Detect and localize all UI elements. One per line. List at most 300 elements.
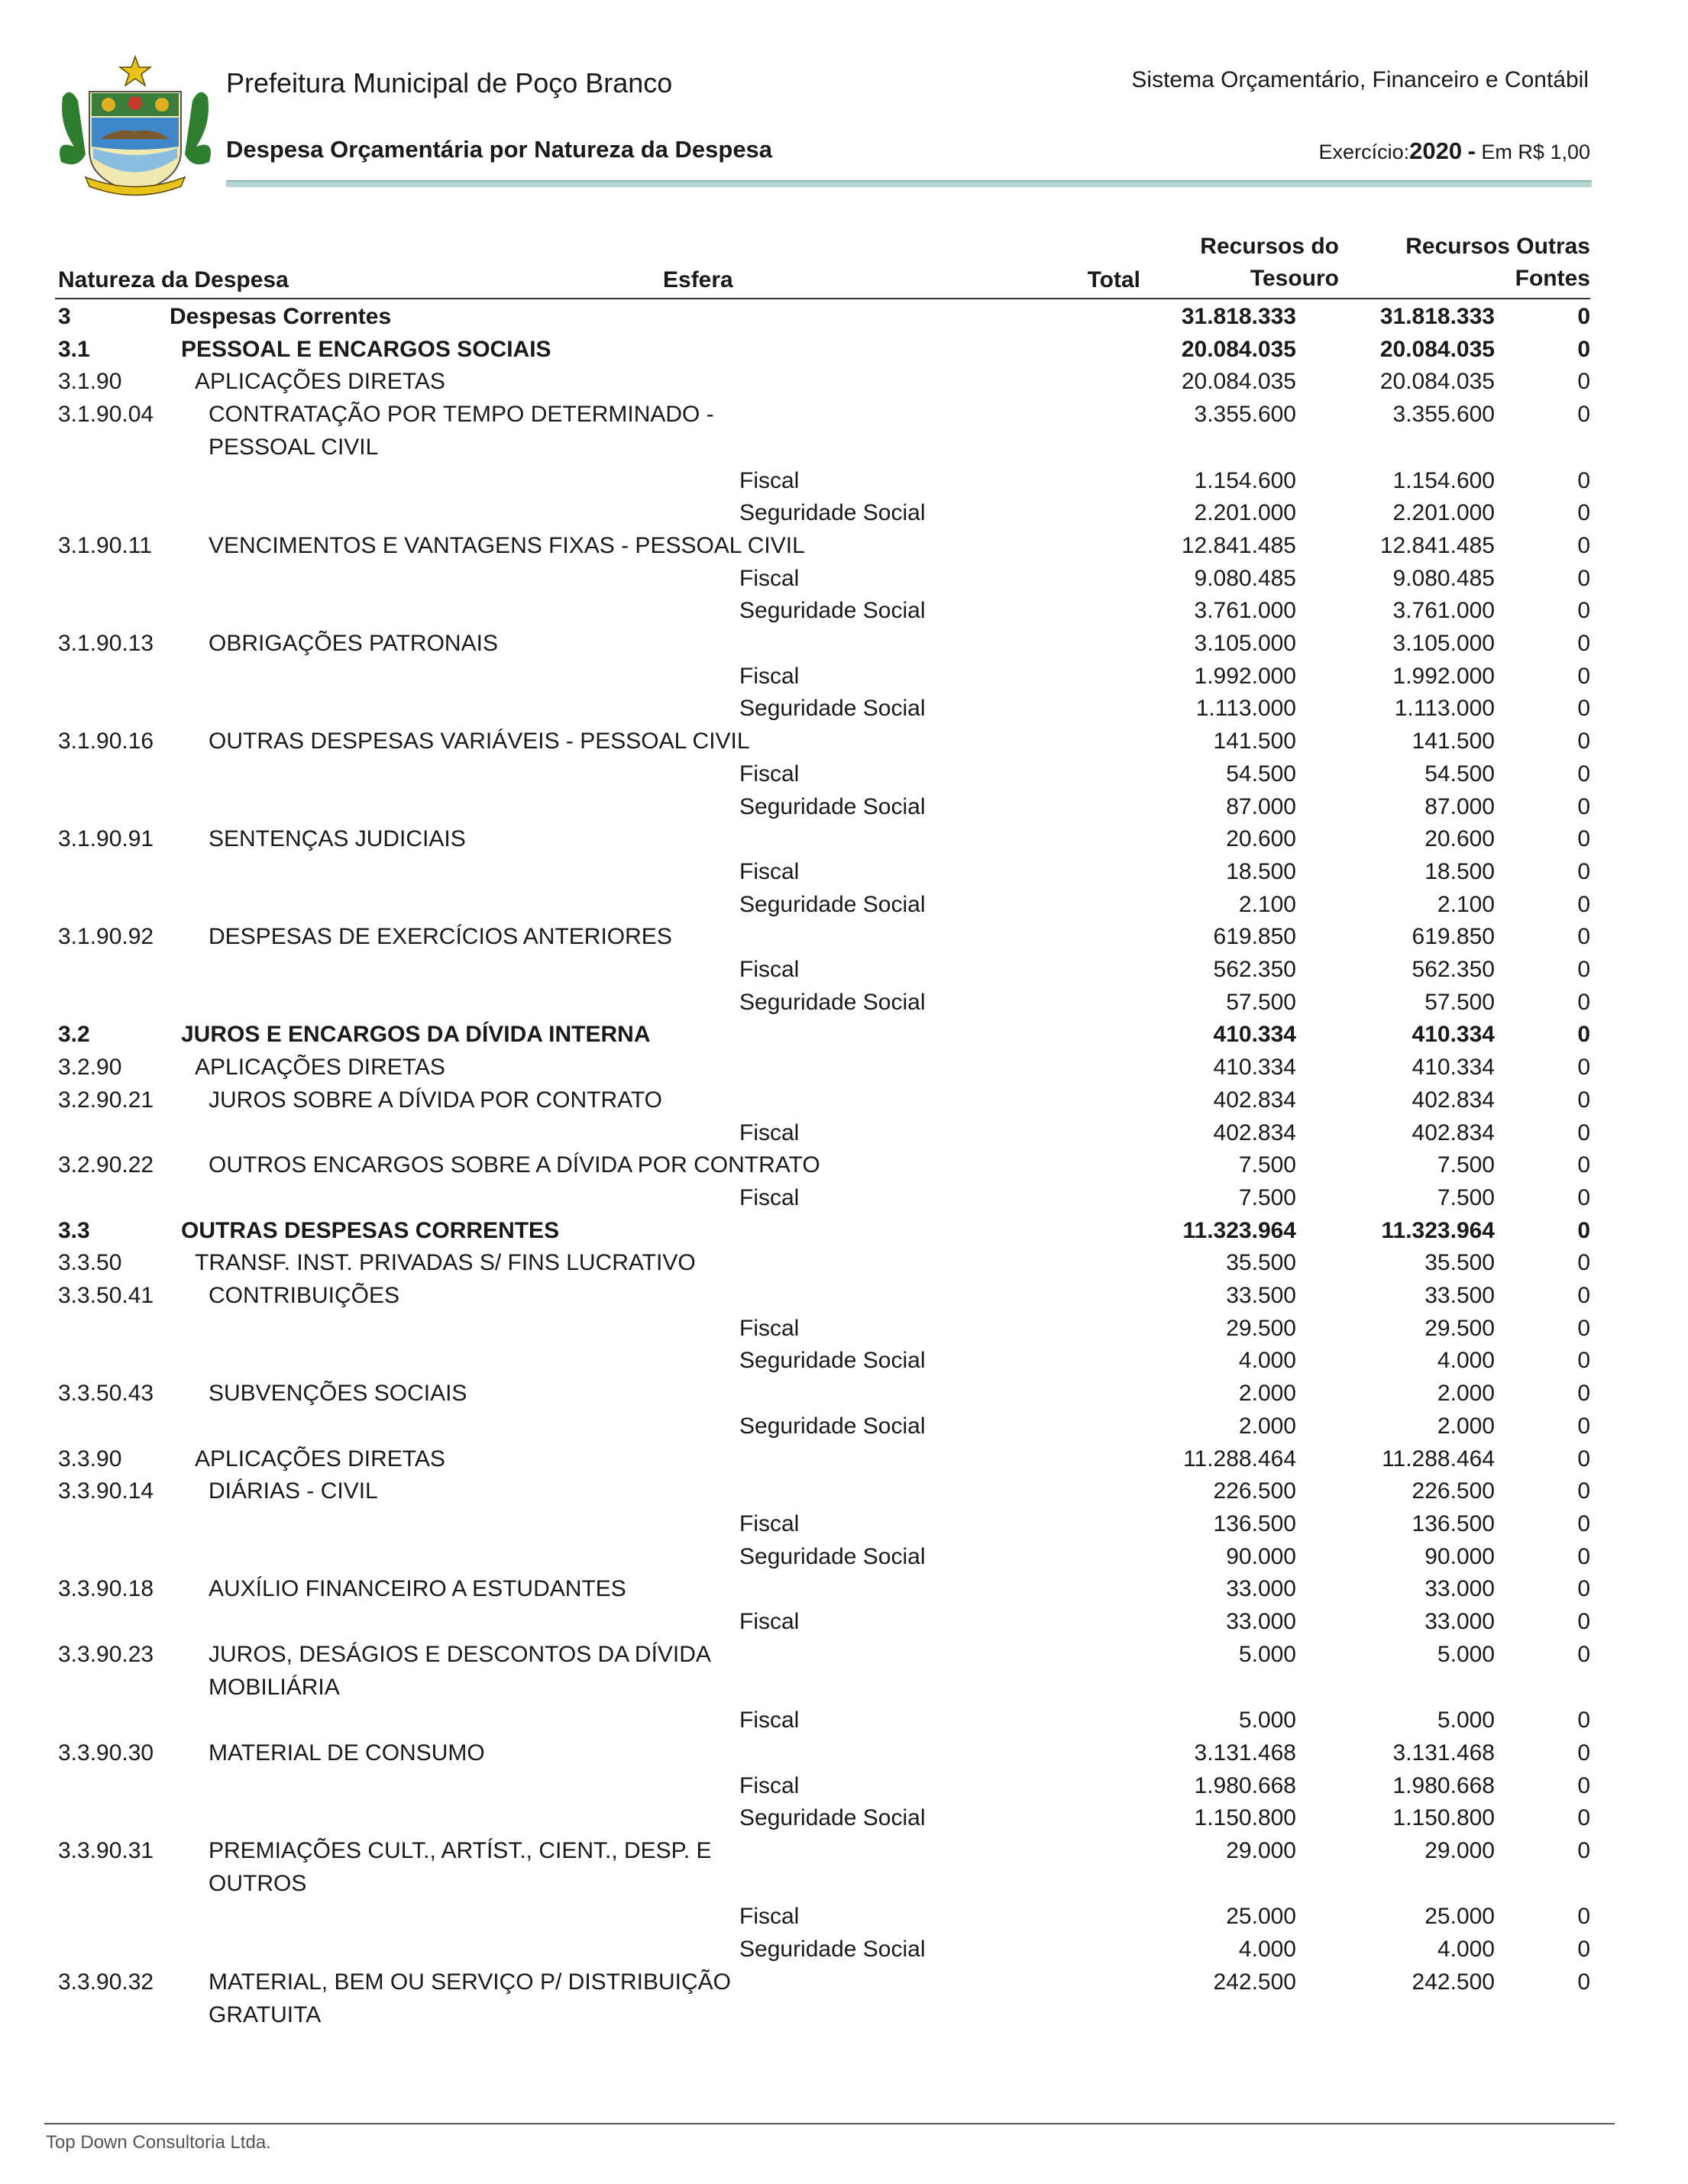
row-total: 2.100 (1238, 891, 1296, 917)
row-description-line1: JUROS SOBRE A DÍVIDA POR CONTRATO (209, 1087, 663, 1113)
row-description (134, 530, 1130, 563)
row-description-line1: Fiscal (739, 1315, 800, 1341)
row-description (134, 758, 1130, 791)
row-description-line1: Fiscal (739, 663, 800, 689)
row-description-line1: Fiscal (739, 565, 800, 591)
row-code (58, 987, 134, 1019)
table-row (58, 1182, 1590, 1215)
row-description (134, 1215, 1130, 1248)
row-tesouro: 2.100 (1437, 891, 1495, 917)
row-total: 31.818.333 (1181, 304, 1296, 329)
table-row (58, 725, 1590, 758)
row-description (134, 1737, 1130, 1770)
row-code (58, 954, 134, 987)
footer-company: Top Down Consultoria Ltda. (46, 2132, 271, 2153)
row-description (134, 725, 1130, 758)
system-name: Sistema Orçamentário, Financeiro e Contábil (1131, 67, 1589, 92)
row-description-line1: PESSOAL E ENCARGOS SOCIAIS (181, 336, 551, 362)
row-tesouro: 1.154.600 (1392, 467, 1495, 493)
row-code (58, 563, 134, 596)
row-description-line1: DESPESAS DE EXERCÍCIOS ANTERIORES (209, 924, 672, 950)
row-total: 29.500 (1226, 1315, 1296, 1341)
row-total: 12.841.485 (1181, 532, 1296, 558)
row-description (134, 1835, 1130, 1901)
row-tesouro: 141.500 (1412, 729, 1495, 754)
row-description-line1: Seguridade Social (739, 989, 926, 1015)
table-row (58, 465, 1590, 498)
row-total: 20.084.035 (1181, 336, 1296, 362)
row-tesouro: 5.000 (1437, 1707, 1495, 1733)
table-row (58, 1573, 1590, 1606)
row-tesouro: 5.000 (1437, 1641, 1495, 1667)
row-outras: 0 (1577, 1348, 1590, 1374)
row-outras: 0 (1577, 1315, 1590, 1341)
row-description-line1: Fiscal (739, 858, 800, 884)
row-outras: 0 (1577, 891, 1590, 917)
row-code: 3.3.50 (58, 1250, 122, 1276)
row-total: 2.000 (1238, 1413, 1296, 1439)
row-outras: 0 (1577, 565, 1590, 591)
row-code (58, 1704, 134, 1737)
row-code (58, 1410, 134, 1443)
row-outras: 0 (1577, 631, 1590, 657)
row-description-line1: Seguridade Social (739, 1543, 926, 1569)
row-total: 3.355.600 (1194, 402, 1296, 428)
row-tesouro: 2.201.000 (1392, 500, 1495, 526)
row-total: 226.500 (1213, 1478, 1296, 1504)
row-description-line1: OUTROS ENCARGOS SOBRE A DÍVIDA POR CONTRATO (209, 1152, 820, 1178)
row-code (58, 1182, 134, 1215)
row-outras: 0 (1577, 1413, 1590, 1439)
col-header-outras-line1: Recursos Outras (1405, 234, 1590, 259)
row-outras: 0 (1577, 1805, 1590, 1831)
row-tesouro: 3.131.468 (1392, 1740, 1495, 1766)
row-description (134, 1934, 1130, 1966)
row-outras: 0 (1577, 1969, 1590, 1995)
row-code: 3.3.50.41 (58, 1283, 154, 1309)
row-description (134, 987, 1130, 1019)
table-row (58, 889, 1590, 922)
row-tesouro: 4.000 (1437, 1937, 1495, 1963)
row-outras: 0 (1577, 1119, 1590, 1145)
row-code: 3.2 (58, 1022, 90, 1048)
row-tesouro: 12.841.485 (1379, 532, 1495, 558)
report-title: Despesa Orçamentária por Natureza da Despesa (226, 136, 773, 163)
table-row (58, 661, 1590, 693)
table-row (58, 628, 1590, 661)
exercise-separator: - (1467, 137, 1476, 164)
row-total: 1.154.600 (1194, 467, 1296, 493)
row-description (134, 1052, 1130, 1084)
row-total: 1.992.000 (1194, 663, 1296, 689)
row-description-line1: Seguridade Social (739, 696, 926, 722)
row-code: 3.3.90.31 (58, 1838, 154, 1864)
table-row (58, 1443, 1590, 1476)
row-tesouro: 31.818.333 (1379, 304, 1495, 329)
row-description-line1: DIÁRIAS - CIVIL (209, 1478, 378, 1504)
row-code (58, 1802, 134, 1835)
row-total: 3.105.000 (1194, 631, 1296, 657)
row-tesouro: 11.288.464 (1382, 1446, 1495, 1472)
row-code (58, 1770, 134, 1803)
row-description-line1: Seguridade Social (739, 598, 926, 624)
row-total: 1.980.668 (1194, 1772, 1296, 1798)
row-code: 3.1.90 (58, 369, 122, 395)
row-total: 4.000 (1238, 1348, 1296, 1374)
table-row (58, 1280, 1590, 1313)
table-row (58, 595, 1590, 628)
table-row (58, 1410, 1590, 1443)
row-tesouro: 410.334 (1412, 1055, 1495, 1081)
row-total: 87.000 (1226, 793, 1296, 819)
row-outras: 0 (1577, 500, 1590, 526)
row-code (58, 791, 134, 824)
exercise-info (1319, 137, 1590, 165)
row-code: 3.1 (58, 336, 90, 362)
row-total: 5.000 (1238, 1641, 1296, 1667)
row-description-line1: Seguridade Social (739, 1937, 926, 1963)
row-description-line1: Despesas Correntes (170, 304, 392, 329)
row-code (58, 661, 134, 693)
row-code: 3.1.90.16 (58, 729, 154, 754)
col-header-esfera: Esfera (663, 267, 733, 292)
table-row (58, 954, 1590, 987)
row-description-line1: SUBVENÇÕES SOCIAIS (209, 1381, 467, 1407)
table-row (58, 1966, 1590, 2032)
row-description (134, 1345, 1130, 1378)
table-row (58, 1606, 1590, 1639)
row-tesouro: 1.980.668 (1392, 1772, 1495, 1798)
row-tesouro: 1.992.000 (1392, 663, 1495, 689)
row-total: 2.201.000 (1194, 500, 1296, 526)
exercise-label: Exercício: (1318, 141, 1410, 163)
row-total: 242.500 (1213, 1969, 1296, 1995)
row-tesouro: 33.000 (1424, 1609, 1495, 1635)
table-row (58, 1084, 1590, 1117)
row-tesouro: 20.084.035 (1379, 369, 1495, 395)
table-row (58, 1770, 1590, 1803)
row-code: 3.3.90.32 (58, 1969, 154, 1995)
row-description (134, 1313, 1130, 1346)
row-outras: 0 (1577, 989, 1590, 1015)
row-outras: 0 (1577, 1055, 1590, 1081)
table-row (58, 1475, 1590, 1508)
row-description-line1: OBRIGAÇÕES PATRONAIS (209, 631, 498, 657)
row-description (134, 823, 1130, 856)
row-code (58, 1508, 134, 1541)
row-description (134, 889, 1130, 922)
row-code (58, 1541, 134, 1574)
row-description-line1: Fiscal (739, 1772, 800, 1798)
row-tesouro: 402.834 (1412, 1119, 1495, 1145)
table-row (58, 1215, 1590, 1248)
row-outras: 0 (1577, 1022, 1590, 1048)
row-code: 3.3.90.30 (58, 1740, 154, 1766)
table-row (58, 1704, 1590, 1737)
row-tesouro: 1.113.000 (1394, 696, 1495, 722)
row-description-line1: Seguridade Social (739, 1805, 926, 1831)
row-outras: 0 (1577, 336, 1590, 362)
row-outras: 0 (1577, 1740, 1590, 1766)
row-description-line1: Seguridade Social (739, 793, 926, 819)
row-tesouro: 402.834 (1412, 1087, 1495, 1113)
row-outras: 0 (1577, 1478, 1590, 1504)
expense-table-body (58, 301, 1590, 2032)
table-row (58, 366, 1590, 399)
row-outras: 0 (1577, 793, 1590, 819)
row-description (134, 334, 1130, 367)
row-outras: 0 (1577, 1937, 1590, 1963)
row-total: 136.500 (1213, 1511, 1296, 1536)
row-outras: 0 (1577, 957, 1590, 983)
row-code: 3.2.90.22 (58, 1152, 154, 1178)
row-tesouro: 87.000 (1424, 793, 1495, 819)
row-outras: 0 (1577, 1707, 1590, 1733)
row-outras: 0 (1577, 826, 1590, 852)
row-total: 402.834 (1213, 1119, 1296, 1145)
row-description-line1: Seguridade Social (739, 891, 926, 917)
row-total: 619.850 (1213, 924, 1296, 950)
table-row (58, 987, 1590, 1019)
row-description-line1: MATERIAL, BEM OU SERVIÇO P/ DISTRIBUIÇÃO (209, 1969, 732, 1995)
row-code: 3.2.90 (58, 1055, 122, 1081)
row-description (134, 1019, 1130, 1052)
table-row (58, 1737, 1590, 1770)
row-total: 33.000 (1226, 1576, 1296, 1602)
row-description (134, 1475, 1130, 1508)
row-description-line1: Fiscal (739, 1707, 800, 1733)
row-outras: 0 (1577, 1543, 1590, 1569)
table-row (58, 1378, 1590, 1410)
table-row (58, 301, 1590, 334)
row-code: 3.1.90.92 (58, 924, 154, 950)
row-description-line1: Seguridade Social (739, 1413, 926, 1439)
row-description-line1: CONTRIBUIÇÕES (209, 1283, 400, 1309)
row-outras: 0 (1577, 729, 1590, 754)
row-outras: 0 (1577, 663, 1590, 689)
row-description (134, 954, 1130, 987)
col-header-outras (1344, 231, 1590, 295)
row-description (134, 1182, 1130, 1215)
row-outras: 0 (1577, 304, 1590, 329)
row-description (134, 301, 1130, 334)
row-code (58, 1901, 134, 1934)
row-description-line1: Seguridade Social (739, 500, 926, 526)
row-total: 1.150.800 (1194, 1805, 1296, 1831)
row-code (58, 1606, 134, 1639)
table-row (58, 1247, 1590, 1280)
row-total: 20.084.035 (1181, 369, 1296, 395)
row-code: 3.3.90.14 (58, 1478, 154, 1504)
row-code: 3 (58, 304, 71, 329)
row-outras: 0 (1577, 1184, 1590, 1210)
row-code (58, 856, 134, 889)
row-description (134, 1410, 1130, 1443)
table-row (58, 758, 1590, 791)
row-outras: 0 (1577, 1641, 1590, 1667)
row-description (134, 1901, 1130, 1934)
row-description (134, 921, 1130, 954)
row-description (134, 1966, 1130, 2032)
row-description (134, 1770, 1130, 1803)
table-row (58, 1639, 1590, 1704)
row-code: 3.3.90 (58, 1446, 122, 1472)
row-description-line1: Fiscal (739, 1184, 800, 1210)
row-description-line1: JUROS E ENCARGOS DA DÍVIDA INTERNA (181, 1022, 651, 1048)
col-header-tesouro-line2: Tesouro (1250, 266, 1339, 291)
currency-note: Em R$ 1,00 (1481, 141, 1590, 163)
row-description-line1: AUXÍLIO FINANCEIRO A ESTUDANTES (209, 1576, 626, 1602)
row-description-line1: TRANSF. INST. PRIVADAS S/ FINS LUCRATIVO (195, 1250, 696, 1276)
row-description (134, 1704, 1130, 1737)
row-description (134, 693, 1130, 725)
col-header-outras-line2: Fontes (1515, 266, 1590, 291)
row-total: 57.500 (1226, 989, 1296, 1015)
row-outras: 0 (1577, 1152, 1590, 1178)
row-total: 402.834 (1213, 1087, 1296, 1113)
row-description (134, 563, 1130, 596)
row-outras: 0 (1577, 924, 1590, 950)
col-header-tesouro-line1: Recursos do (1200, 234, 1339, 259)
row-tesouro: 29.500 (1424, 1315, 1495, 1341)
table-header-rule (55, 298, 1590, 299)
row-outras: 0 (1577, 532, 1590, 558)
row-total: 7.500 (1238, 1184, 1296, 1210)
row-description (134, 497, 1130, 530)
table-row (58, 791, 1590, 824)
row-description (134, 1573, 1130, 1606)
row-code (58, 758, 134, 791)
row-description (134, 1802, 1130, 1835)
expense-table (58, 301, 1590, 2032)
row-outras: 0 (1577, 467, 1590, 493)
row-description (134, 856, 1130, 889)
row-code (58, 1345, 134, 1378)
row-description (134, 1084, 1130, 1117)
footer-divider (44, 2123, 1615, 2124)
row-description (134, 1149, 1130, 1182)
row-tesouro: 33.500 (1424, 1283, 1495, 1309)
row-total: 33.500 (1226, 1283, 1296, 1309)
row-tesouro: 2.000 (1437, 1413, 1495, 1439)
row-outras: 0 (1577, 696, 1590, 722)
row-description (134, 1443, 1130, 1476)
row-tesouro: 11.323.964 (1381, 1217, 1495, 1243)
row-total: 5.000 (1238, 1707, 1296, 1733)
row-total: 1.113.000 (1195, 696, 1296, 722)
row-description-line1: PREMIAÇÕES CULT., ARTÍST., CIENT., DESP. E (209, 1838, 712, 1864)
row-tesouro: 54.500 (1424, 761, 1495, 787)
row-tesouro: 18.500 (1424, 858, 1495, 884)
row-total: 35.500 (1226, 1250, 1296, 1276)
row-tesouro: 20.600 (1424, 826, 1495, 852)
row-tesouro: 242.500 (1412, 1969, 1495, 1995)
row-tesouro: 562.350 (1412, 957, 1495, 983)
row-tesouro: 29.000 (1424, 1838, 1495, 1864)
row-description-line2: MOBILIÁRIA (209, 1674, 340, 1700)
col-header-tesouro (1146, 231, 1339, 295)
row-outras: 0 (1577, 598, 1590, 624)
table-row (58, 1541, 1590, 1574)
table-row (58, 1117, 1590, 1150)
table-row (58, 856, 1590, 889)
row-description (134, 465, 1130, 498)
row-tesouro: 1.150.800 (1392, 1805, 1495, 1831)
row-description (134, 1117, 1130, 1150)
row-description-line1: Fiscal (739, 1511, 800, 1536)
table-row (58, 823, 1590, 856)
row-tesouro: 7.500 (1437, 1184, 1495, 1210)
table-row (58, 1802, 1590, 1835)
row-description-line1: Seguridade Social (739, 1348, 926, 1374)
row-outras: 0 (1577, 1904, 1590, 1930)
row-description-line2: GRATUITA (209, 2001, 322, 2027)
row-outras: 0 (1577, 369, 1590, 395)
row-code: 3.1.90.11 (58, 532, 152, 558)
row-code: 3.2.90.21 (58, 1087, 154, 1113)
row-total: 562.350 (1213, 957, 1296, 983)
row-code: 3.3.50.43 (58, 1381, 154, 1407)
row-description (134, 1247, 1130, 1280)
row-tesouro: 20.084.035 (1379, 336, 1495, 362)
row-outras: 0 (1577, 1381, 1590, 1407)
col-header-total: Total (1087, 267, 1140, 292)
table-row (58, 1019, 1590, 1052)
row-code: 3.1.90.04 (58, 402, 154, 428)
row-total: 410.334 (1213, 1022, 1296, 1048)
row-description-line2: PESSOAL CIVIL (209, 434, 379, 460)
row-code: 3.1.90.91 (58, 826, 154, 852)
row-tesouro: 3.105.000 (1392, 631, 1495, 657)
row-total: 29.000 (1226, 1838, 1296, 1864)
row-code (58, 889, 134, 922)
row-description-line1: APLICAÇÕES DIRETAS (195, 1446, 445, 1472)
row-tesouro: 90.000 (1424, 1543, 1495, 1569)
table-row (58, 1508, 1590, 1541)
row-outras: 0 (1577, 858, 1590, 884)
row-total: 7.500 (1238, 1152, 1296, 1178)
table-row (58, 399, 1590, 464)
table-row (58, 334, 1590, 367)
row-tesouro: 619.850 (1412, 924, 1495, 950)
row-description-line1: OUTRAS DESPESAS VARIÁVEIS - PESSOAL CIVIL (209, 729, 750, 754)
row-code: 3.3.90.18 (58, 1576, 154, 1602)
row-tesouro: 3.355.600 (1392, 402, 1495, 428)
row-outras: 0 (1577, 1609, 1590, 1635)
table-row (58, 1835, 1590, 1901)
row-total: 9.080.485 (1194, 565, 1296, 591)
row-total: 4.000 (1238, 1937, 1296, 1963)
row-total: 410.334 (1213, 1055, 1296, 1081)
row-description (134, 1639, 1130, 1704)
row-total: 33.000 (1226, 1609, 1296, 1635)
row-description-line1: APLICAÇÕES DIRETAS (195, 369, 445, 395)
row-total: 25.000 (1226, 1904, 1296, 1930)
table-row (58, 1149, 1590, 1182)
row-description (134, 1606, 1130, 1639)
table-row (58, 563, 1590, 596)
row-description (134, 1378, 1130, 1410)
table-row (58, 1052, 1590, 1084)
row-description (134, 366, 1130, 399)
header-divider (226, 180, 1592, 187)
row-code: 3.3 (58, 1217, 90, 1243)
table-row (58, 1934, 1590, 1966)
row-outras: 0 (1577, 1838, 1590, 1864)
row-tesouro: 226.500 (1412, 1478, 1495, 1504)
row-code (58, 1117, 134, 1150)
row-tesouro: 3.761.000 (1392, 598, 1495, 624)
